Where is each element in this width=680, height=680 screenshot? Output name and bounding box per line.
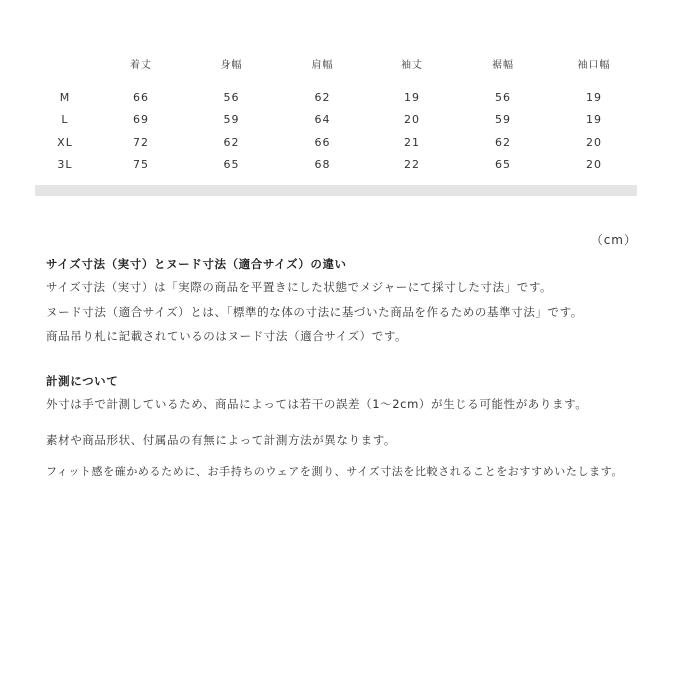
table-row — [34, 131, 638, 154]
table-cell: 21 — [404, 135, 420, 149]
header-sleeve-length: 袖丈 — [401, 59, 423, 71]
header-shoulder-width: 肩幅 — [311, 59, 334, 71]
size-table-header-row — [34, 52, 638, 74]
table-cell: 56 — [223, 90, 240, 104]
table-row — [34, 109, 638, 132]
table-cell: 59 — [223, 113, 240, 127]
table-cell: 62 — [495, 135, 511, 149]
table-row — [34, 154, 638, 177]
divider-bar — [35, 185, 637, 196]
size-label: M — [59, 90, 71, 104]
header-cuff-width: 袖口幅 — [577, 59, 611, 71]
header-length: 着丈 — [130, 59, 152, 71]
table-cell: 66 — [314, 135, 331, 149]
size-table — [34, 52, 638, 176]
table-cell: 66 — [133, 90, 149, 104]
heading-measurement: 計測について — [46, 374, 119, 388]
table-cell: 72 — [133, 135, 149, 149]
table-cell: 65 — [223, 158, 240, 172]
header-size — [34, 52, 96, 74]
table-cell: 59 — [495, 113, 511, 127]
size-label: 3L — [57, 158, 73, 172]
table-cell: 20 — [404, 113, 420, 127]
table-cell: 62 — [314, 90, 331, 104]
note-nude-size: ヌード寸法（適合サイズ）とは、「標準的な体の寸法に基づいた商品を作るための基準寸法」です。 — [46, 305, 583, 319]
table-cell: 56 — [495, 90, 511, 104]
table-cell: 68 — [314, 158, 331, 172]
size-label: XL — [57, 135, 73, 149]
note-hang-tag: 商品吊り札に記載されているのはヌード寸法（適合サイズ）です。 — [46, 329, 408, 343]
header-body-width: 身幅 — [220, 59, 243, 71]
header-hem-width: 裾幅 — [492, 59, 514, 71]
size-label: L — [61, 113, 69, 127]
table-cell: 62 — [223, 135, 240, 149]
table-cell: 75 — [133, 158, 149, 172]
table-cell: 19 — [586, 90, 602, 104]
heading-size-difference: サイズ寸法（実寸）とヌード寸法（適合サイズ）の違い — [46, 257, 347, 271]
table-row — [34, 86, 638, 109]
note-measurement-method: 素材や商品形状、付属品の有無によって計測方法が異なります。 — [46, 433, 396, 447]
table-cell: 22 — [404, 158, 420, 172]
table-cell: 20 — [586, 135, 602, 149]
table-cell: 64 — [314, 113, 331, 127]
table-cell: 19 — [404, 90, 420, 104]
table-cell: 69 — [133, 113, 149, 127]
note-fit-advice: フィット感を確かめるために、お手持ちのウェアを測り、サイズ寸法を比較されることをおすすめいたします。 — [46, 465, 624, 478]
note-actual-size: サイズ寸法（実寸）は「実際の商品を平置きにした状態でメジャーにて採寸した寸法」です。 — [46, 280, 553, 294]
table-cell: 19 — [586, 113, 602, 127]
table-cell: 65 — [495, 158, 511, 172]
note-measurement-error: 外寸は手で計測しているため、商品によっては若干の誤差（1〜2cm）が生じる可能性があります。 — [46, 397, 588, 411]
unit-label: （cm） — [590, 233, 637, 247]
table-cell: 20 — [586, 158, 602, 172]
